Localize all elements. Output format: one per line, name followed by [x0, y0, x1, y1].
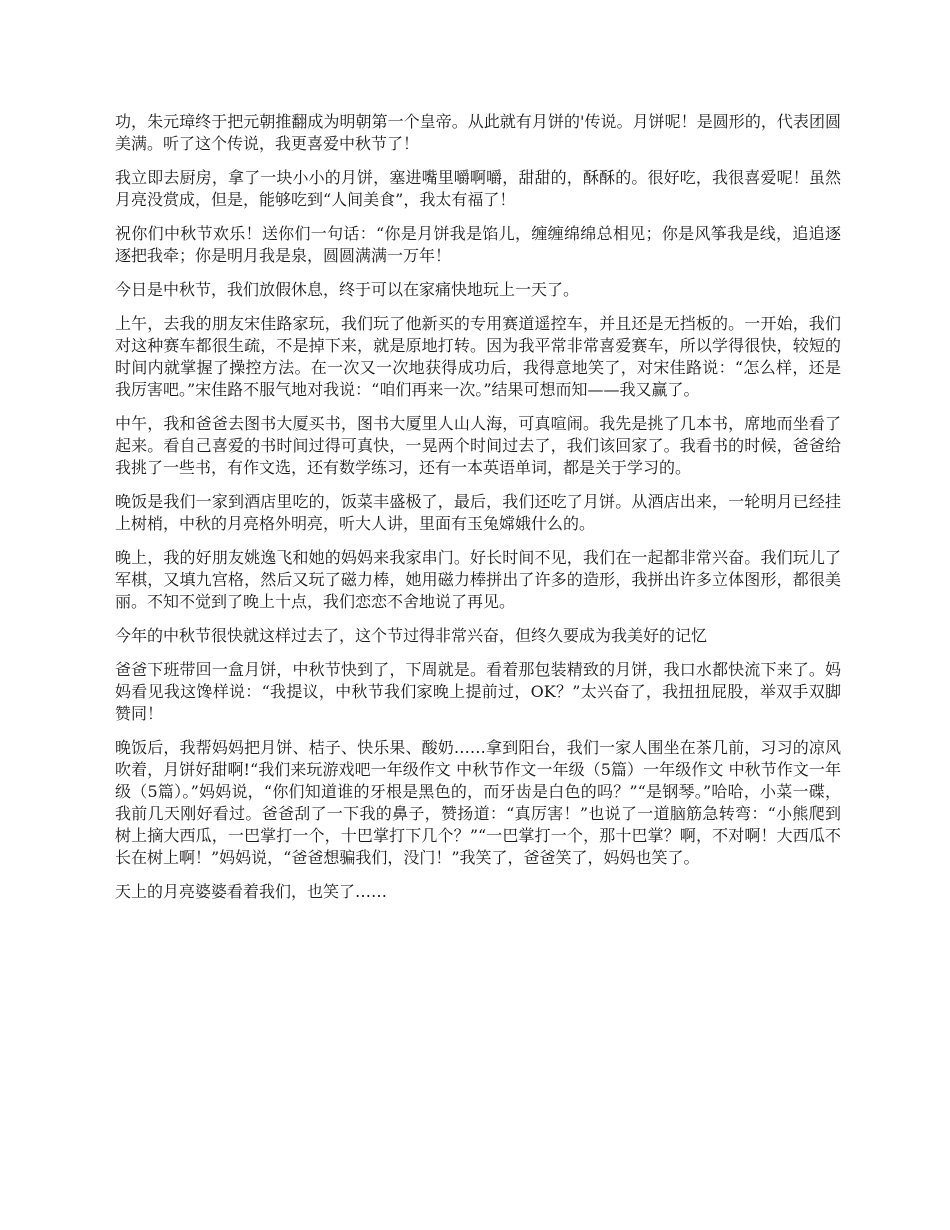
paragraph-3: 祝你们中秋节欢乐！送你们一句话：“你是月饼我是馅儿，缠缠绵绵总相见；你是风筝我是线，追追逐逐把我牵；你是明月我是泉，圆圆满满一万年！: [115, 224, 841, 265]
paragraph-12: 天上的月亮婆婆看着我们，也笑了……: [115, 882, 388, 901]
paragraph-4: 今日是中秋节，我们放假休息，终于可以在家痛快地玩上一天了。: [115, 280, 580, 299]
paragraph-6: 中午，我和爸爸去图书大厦买书，图书大厦里人山人海，可真喧闹。我先是挑了几本书，席地而坐看了起来。看自己喜爱的书时间过得可真快，一晃两个时间过去了，我们该回家了。我看书的时候，爸爸给我挑了一些书，有作文选，还有数学练习，还有一本英语单词，都是关于学习的。: [115, 414, 841, 477]
paragraph-9: 今年的中秋节很快就这样过去了，这个节过得非常兴奋，但终久要成为我美好的记忆: [115, 626, 708, 645]
paragraph-5: 上午，去我的朋友宋佳路家玩，我们玩了他新买的专用赛道遥控车，并且还是无挡板的。一开始，我们对这种赛车都很生疏，不是掉下来，就是原地打转。因为我平常非常喜爱赛车，所以学得很快，较短的时间内就掌握了操控方法。在一次又一次地获得成功后，我得意地笑了，对宋佳路说：“怎么样，还是我厉害吧。”宋佳路不服气地对我说：“咱们再来一次。”结果可想而知——我又赢了。: [115, 314, 841, 399]
document-page: [115, 111, 841, 915]
paragraph-11: 晚饭后，我帮妈妈把月饼、桔子、快乐果、酸奶……拿到阳台，我们一家人围坐在茶几前，习习的凉风吹着，月饼好甜啊!“我们来玩游戏吧一年级作文 中秋节作文一年级（5篇）一年级作文 中秋节作文一年级（5篇）。”妈妈说，“你们知道谁的牙根是黑色的，而牙齿是白色的吗？”“是钢琴。”哈哈，小菜一碟，我前几天刚好看过。爸爸刮了一下我的鼻子，赞扬道：“真厉害！”也说了一道脑筋急转弯：“小熊爬到树上摘大西瓜，一巴掌打一个，十巴掌打下几个？”“一巴掌打一个，那十巴掌？啊，不对啊！大西瓜不长在树上啊！”妈妈说，“爸爸想骗我们，没门！”我笑了，爸爸笑了，妈妈也笑了。: [115, 738, 841, 867]
paragraph-10: 爸爸下班带回一盒月饼，中秋节快到了，下周就是。看着那包装精致的月饼，我口水都快流下来了。妈妈看见我这馋样说：“我提议，中秋节我们家晚上提前过，OK？”太兴奋了，我扭扭屁股，举双手双脚赞同！: [115, 660, 841, 723]
paragraph-2: 我立即去厨房，拿了一块小小的月饼，塞进嘴里嚼啊嚼，甜甜的，酥酥的。很好吃，我很喜爱呢！虽然月亮没赏成，但是，能够吃到“人间美食”，我太有福了！: [115, 168, 841, 209]
paragraph-8: 晚上，我的好朋友姚逸飞和她的妈妈来我家串门。好长时间不见，我们在一起都非常兴奋。我们玩儿了军棋，又填九宫格，然后又玩了磁力棒，她用磁力棒拼出了许多的造形，我拼出许多立体图形，都很美丽。不知不觉到了晚上十点，我们恋恋不舍地说了再见。: [115, 548, 841, 611]
paragraph-7: 晚饭是我们一家到酒店里吃的，饭菜丰盛极了，最后，我们还吃了月饼。从酒店出来，一轮明月已经挂上树梢，中秋的月亮格外明亮，听大人讲，里面有玉兔嫦娥什么的。: [115, 492, 841, 533]
paragraph-1: 功，朱元璋终于把元朝推翻成为明朝第一个皇帝。从此就有月饼的'传说。月饼呢！是圆形的，代表团圆美满。听了这个传说，我更喜爱中秋节了！: [115, 112, 841, 153]
